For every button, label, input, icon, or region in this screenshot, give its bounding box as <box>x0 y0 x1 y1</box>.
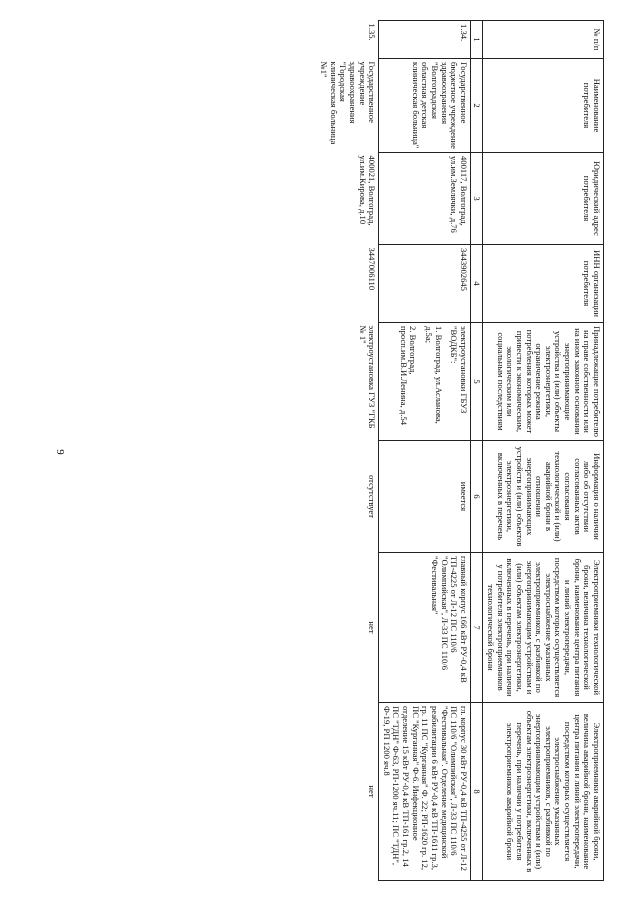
header-num: № п/п <box>483 21 604 59</box>
row-devices-item: 2. Волгоград, просп.им.В.И.Ленина, д.54 <box>398 326 419 425</box>
row-name: Государственное учреждение здравоохранения "Городская клиническая больница №1" <box>319 61 378 145</box>
header-emergency-reserve: Электроприемники аварийной брони, величина аварийной брони, наименование центра питания и линий электропередачи, посредством которых осуществляется электроснабжение указанных электроприемников, с разбивкой по энергопринимающим устройствам и (или) объектам электроэнергетики, включенных в перечень, при наличии у потребителя электроприемников аварийной брони <box>483 703 604 881</box>
consumers-table <box>317 20 605 881</box>
row-devices-title: электроустановка ГУЗ "ГКБ № 1" <box>357 325 378 429</box>
table-row <box>317 21 379 881</box>
row-emergency-reserve: гл. корпус 30 кВт РУ-0,4 кВ ТП-4255 от Л-12 ПС 110/6 "Олимпийская", Л-33 ПС 110/6 "Фестивальная". Отделение медицинской реабилитации 6 кВт РУ-0,4 кВ ТП-1611 гр.3, гр. 11 ПС "Курганная" Ф. 22; РП-1620 гр. 12, ПС "Курганная" Ф-6. Инфекционное отделение 15 кВт РУ-0,4 кВ ТП-161 гр.2, 14 ПС "ТДН" Ф-63, РП-1200 яч.11; ПС "ТДН", Ф-19, РП 1200 яч.8 <box>379 703 471 881</box>
row-inn: 3447006110 <box>367 247 378 291</box>
row-tech-reserve: главный корпус 166 кВт РУ-0,4 кВ ТП-4225 от Л-12 ПС 110/6 "Олимпийская", Л-33 ПС 110/6 "Фестивальная" <box>379 553 471 703</box>
column-number: 8 <box>470 703 483 881</box>
row-inn: 3443902645 <box>379 245 471 323</box>
row-address: 400021, Волгоград, ул.им.Кирова, д.10 <box>357 155 378 226</box>
page-number: 9 <box>54 449 66 455</box>
row-devices <box>379 323 471 441</box>
row-address: 400117, Волгоград, ул.им.Землячки, д.76 <box>379 153 471 245</box>
row-num: 1.35. <box>367 23 378 41</box>
row-acts: отсутствует <box>367 475 378 518</box>
row-devices <box>317 323 379 441</box>
row-devices-title: электроустановки ГБУЗ "ВОДКБ": <box>449 326 469 414</box>
column-number: 2 <box>470 59 483 153</box>
row-name: Государственное бюджетное учреждение здравоохранения "Волгоградская областная детская клиническая больница" <box>379 59 471 153</box>
row-tech-reserve: нет <box>367 621 378 634</box>
column-number-row <box>470 21 483 881</box>
column-number: 5 <box>470 323 483 441</box>
header-tech-reserve: Электроприемники технологической брони, величина технологической брони, наименование центра питания и линий электропередачи, посредством которых осуществляется электроснабжение указанных электроприемников, с разбивкой по энергопринимающим устройствам и (или) объектам электроэнергетики, включенных в перечень, при наличии у потребителя электроприемников технологической брони <box>483 553 604 703</box>
row-emergency-reserve: нет <box>367 785 378 798</box>
column-number: 1 <box>470 21 483 59</box>
table-row <box>379 21 471 881</box>
column-number: 4 <box>470 245 483 323</box>
header-inn: ИНН организации потребителя <box>483 245 604 323</box>
header-acts: Информация о наличии либо об отсутствии согласованных актов согласования технологической и (или) аварийной брони в отношении энергопринимающих устройств и (или) объектов электроэнергетики, включенных в перечень <box>483 441 604 553</box>
header-name: Наименование потребителя <box>483 59 604 153</box>
header-row <box>483 21 604 881</box>
column-number: 6 <box>470 441 483 553</box>
header-devices: Принадлежащие потребителю на праве собственности или на ином законном основании энергопринимающие устройства и (или) объекты электроэнергетики, ограничение режима потребления которых может привести к экономическим, экологическим или социальным последствиям <box>483 323 604 441</box>
row-devices-item: 1. Волгоград, ул.Асланова, д.5а; <box>424 326 444 424</box>
header-address: Юридический адрес потребителя <box>483 153 604 245</box>
row-num: 1.34. <box>379 21 471 59</box>
column-number: 3 <box>470 153 483 245</box>
column-number: 7 <box>470 553 483 703</box>
row-acts: имеется <box>379 441 471 553</box>
